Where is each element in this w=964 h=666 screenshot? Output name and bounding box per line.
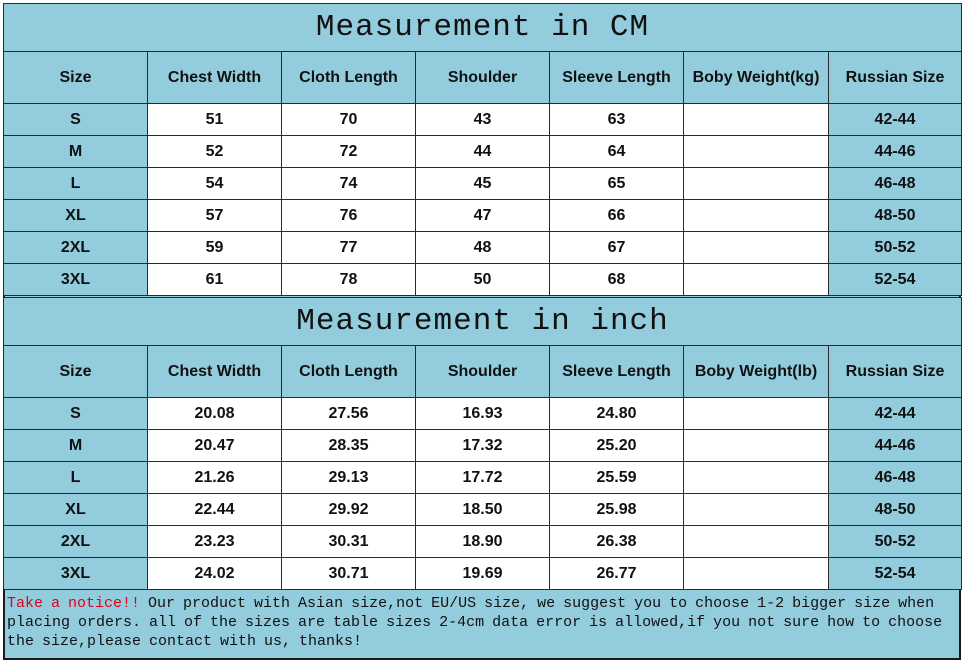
table-cell: 17.72 bbox=[416, 462, 550, 494]
table-row bbox=[4, 200, 962, 232]
cm-header-row bbox=[4, 52, 962, 104]
table-cell: 22.44 bbox=[148, 494, 282, 526]
table-cell: 59 bbox=[148, 232, 282, 264]
table-cell: 67 bbox=[550, 232, 684, 264]
column-header: Russian Size bbox=[829, 346, 962, 398]
table-cell: 47 bbox=[416, 200, 550, 232]
column-header: Sleeve Length bbox=[550, 52, 684, 104]
size-label-cell: 3XL bbox=[4, 264, 148, 296]
size-label-cell: XL bbox=[4, 494, 148, 526]
table-cell: 30.31 bbox=[282, 526, 416, 558]
table-row bbox=[4, 558, 962, 590]
column-header: Boby Weight(kg) bbox=[684, 52, 829, 104]
table-row bbox=[4, 398, 962, 430]
notice-text: Our product with Asian size,not EU/US size, we suggest you to choose 1-2 bigger size when placing orders. all of the sizes are table sizes 2-4cm data error is allowed,if you not sure how to choose the size,please contact with us, thanks! bbox=[7, 595, 943, 650]
table-cell: 78 bbox=[282, 264, 416, 296]
table-cell: 72 bbox=[282, 136, 416, 168]
size-label-cell: 2XL bbox=[4, 526, 148, 558]
table-cell: 48 bbox=[416, 232, 550, 264]
size-label-cell: M bbox=[4, 430, 148, 462]
size-notice bbox=[5, 593, 959, 658]
size-label-cell: M bbox=[4, 136, 148, 168]
table-cell bbox=[684, 526, 829, 558]
table-cell bbox=[684, 494, 829, 526]
table-cell: 23.23 bbox=[148, 526, 282, 558]
table-cell: 42-44 bbox=[829, 104, 962, 136]
table-cell: 54 bbox=[148, 168, 282, 200]
table-cell: 65 bbox=[550, 168, 684, 200]
size-label-cell: 2XL bbox=[4, 232, 148, 264]
table-cell bbox=[684, 430, 829, 462]
column-header: Russian Size bbox=[829, 52, 962, 104]
table-cell: 68 bbox=[550, 264, 684, 296]
table-cell bbox=[684, 462, 829, 494]
table-cell: 18.90 bbox=[416, 526, 550, 558]
table-cell bbox=[684, 232, 829, 264]
table-cell: 21.26 bbox=[148, 462, 282, 494]
table-cell: 42-44 bbox=[829, 398, 962, 430]
table-cell: 25.98 bbox=[550, 494, 684, 526]
size-label-cell: S bbox=[4, 104, 148, 136]
table-cell: 52-54 bbox=[829, 558, 962, 590]
table-cell: 19.69 bbox=[416, 558, 550, 590]
table-cell: 48-50 bbox=[829, 200, 962, 232]
cm-size-table bbox=[3, 3, 962, 296]
table-row bbox=[4, 168, 962, 200]
table-cell: 43 bbox=[416, 104, 550, 136]
table-cell: 52 bbox=[148, 136, 282, 168]
table-cell: 64 bbox=[550, 136, 684, 168]
table-cell: 45 bbox=[416, 168, 550, 200]
table-cell: 70 bbox=[282, 104, 416, 136]
size-label-cell: 3XL bbox=[4, 558, 148, 590]
column-header: Shoulder bbox=[416, 52, 550, 104]
column-header: Chest Width bbox=[148, 52, 282, 104]
table-row bbox=[4, 462, 962, 494]
table-cell: 24.02 bbox=[148, 558, 282, 590]
table-cell: 25.20 bbox=[550, 430, 684, 462]
inch-size-table bbox=[3, 297, 962, 590]
table-cell: 76 bbox=[282, 200, 416, 232]
table-row bbox=[4, 494, 962, 526]
table-cell: 29.13 bbox=[282, 462, 416, 494]
table-cell: 20.08 bbox=[148, 398, 282, 430]
table-cell: 50 bbox=[416, 264, 550, 296]
table-row bbox=[4, 264, 962, 296]
column-header: Boby Weight(lb) bbox=[684, 346, 829, 398]
inch-table-title: Measurement in inch bbox=[4, 298, 962, 346]
table-cell: 63 bbox=[550, 104, 684, 136]
table-cell: 51 bbox=[148, 104, 282, 136]
table-cell: 74 bbox=[282, 168, 416, 200]
table-row bbox=[4, 526, 962, 558]
table-cell: 66 bbox=[550, 200, 684, 232]
table-cell: 16.93 bbox=[416, 398, 550, 430]
table-cell: 25.59 bbox=[550, 462, 684, 494]
table-cell bbox=[684, 200, 829, 232]
table-cell: 44-46 bbox=[829, 136, 962, 168]
table-cell: 27.56 bbox=[282, 398, 416, 430]
table-cell: 30.71 bbox=[282, 558, 416, 590]
table-cell: 26.38 bbox=[550, 526, 684, 558]
table-cell: 20.47 bbox=[148, 430, 282, 462]
table-cell bbox=[684, 398, 829, 430]
column-header: Size bbox=[4, 346, 148, 398]
table-cell bbox=[684, 558, 829, 590]
table-cell: 57 bbox=[148, 200, 282, 232]
table-row bbox=[4, 104, 962, 136]
size-label-cell: L bbox=[4, 462, 148, 494]
table-cell: 24.80 bbox=[550, 398, 684, 430]
table-cell: 44-46 bbox=[829, 430, 962, 462]
table-cell bbox=[684, 168, 829, 200]
column-header: Size bbox=[4, 52, 148, 104]
table-cell: 26.77 bbox=[550, 558, 684, 590]
size-label-cell: S bbox=[4, 398, 148, 430]
table-cell: 61 bbox=[148, 264, 282, 296]
table-row bbox=[4, 136, 962, 168]
table-cell: 29.92 bbox=[282, 494, 416, 526]
table-cell: 18.50 bbox=[416, 494, 550, 526]
table-cell bbox=[684, 136, 829, 168]
table-row bbox=[4, 232, 962, 264]
size-label-cell: L bbox=[4, 168, 148, 200]
inch-header-row bbox=[4, 346, 962, 398]
table-cell: 17.32 bbox=[416, 430, 550, 462]
column-header: Cloth Length bbox=[282, 346, 416, 398]
table-cell: 44 bbox=[416, 136, 550, 168]
table-cell: 46-48 bbox=[829, 168, 962, 200]
table-cell bbox=[684, 264, 829, 296]
cm-table-title: Measurement in CM bbox=[4, 4, 962, 52]
column-header: Chest Width bbox=[148, 346, 282, 398]
table-cell: 50-52 bbox=[829, 232, 962, 264]
table-cell: 52-54 bbox=[829, 264, 962, 296]
table-cell: 77 bbox=[282, 232, 416, 264]
table-row bbox=[4, 430, 962, 462]
table-cell bbox=[684, 104, 829, 136]
column-header: Cloth Length bbox=[282, 52, 416, 104]
size-label-cell: XL bbox=[4, 200, 148, 232]
table-cell: 50-52 bbox=[829, 526, 962, 558]
table-cell: 28.35 bbox=[282, 430, 416, 462]
column-header: Shoulder bbox=[416, 346, 550, 398]
column-header: Sleeve Length bbox=[550, 346, 684, 398]
notice-label: Take a notice!! bbox=[7, 595, 141, 612]
table-cell: 46-48 bbox=[829, 462, 962, 494]
table-cell: 48-50 bbox=[829, 494, 962, 526]
